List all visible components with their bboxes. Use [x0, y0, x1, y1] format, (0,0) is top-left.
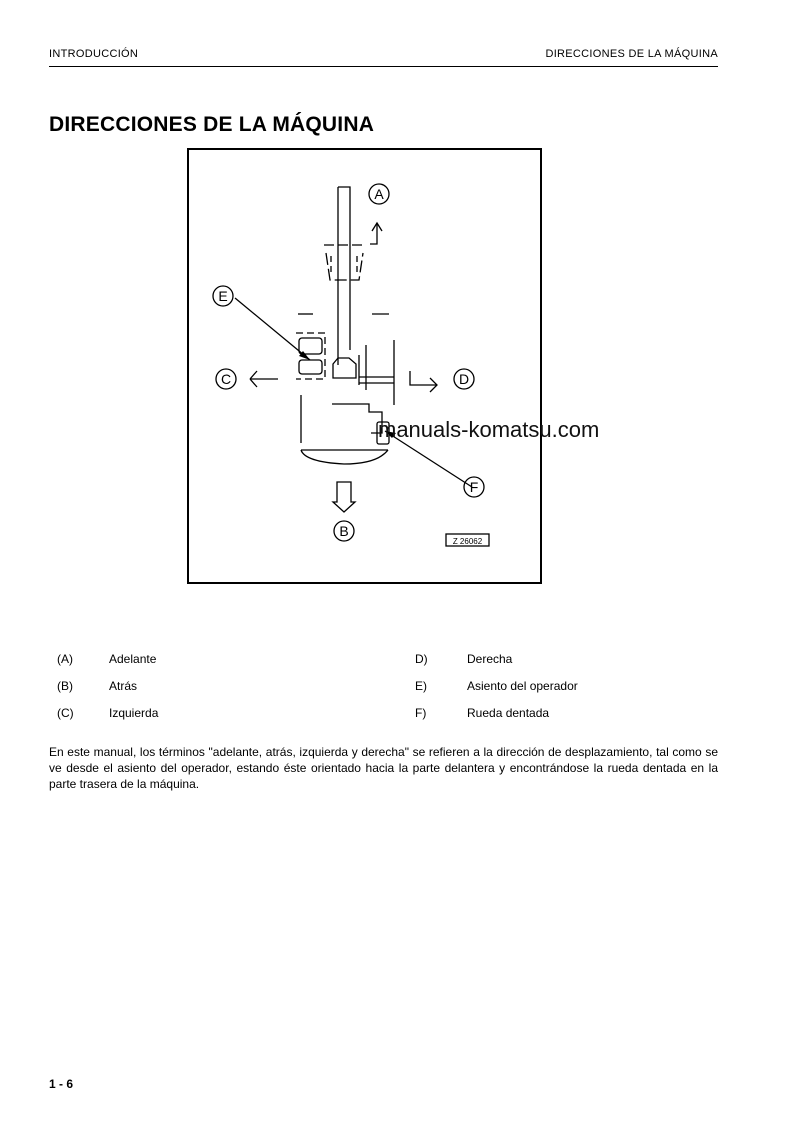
page-number: 1 - 6	[49, 1077, 74, 1091]
label-b: B	[339, 523, 349, 539]
body-paragraph: En este manual, los términos "adelante, atrás, izquierda y derecha" se refieren a la dirección de desplazamiento, tal como se ve desde el asiento del operador, estando éste orientado hacia la parte delantera y encontrándose la rueda dentada en la parte trasera de la máquina.	[49, 745, 718, 791]
legend-value: Izquierda	[109, 706, 159, 720]
label-c: C	[220, 371, 232, 387]
label-e: E	[218, 288, 228, 304]
boom-right-edge	[338, 187, 350, 350]
legend-key: E)	[415, 679, 427, 693]
machine-top-view-diagram	[189, 150, 540, 582]
label-f: F	[469, 479, 479, 495]
legend-value: Rueda dentada	[467, 706, 550, 720]
header-section: INTRODUCCIÓN	[49, 48, 139, 60]
legend-key: (B)	[57, 679, 73, 693]
figure-code: Z 26062	[452, 537, 483, 546]
header-chapter-title: DIRECCIONES DE LA MÁQUINA	[545, 48, 718, 60]
legend-key: F)	[415, 706, 427, 720]
machine-directions-figure	[187, 148, 542, 584]
label-d: D	[458, 371, 470, 387]
watermark-text: manuals-komatsu.com	[378, 417, 600, 442]
legend-key: (A)	[57, 652, 73, 666]
leader-line-e	[235, 298, 310, 360]
legend-value: Adelante	[109, 652, 157, 666]
page-title: DIRECCIONES DE LA MÁQUINA	[49, 113, 375, 136]
legend-key: (C)	[57, 706, 74, 720]
legend-value: Derecha	[467, 652, 513, 666]
legend-value: Atrás	[109, 679, 138, 693]
legend-key: D)	[415, 652, 428, 666]
label-a: A	[374, 186, 384, 202]
legend-value: Asiento del operador	[467, 679, 578, 693]
header-divider	[49, 66, 718, 67]
